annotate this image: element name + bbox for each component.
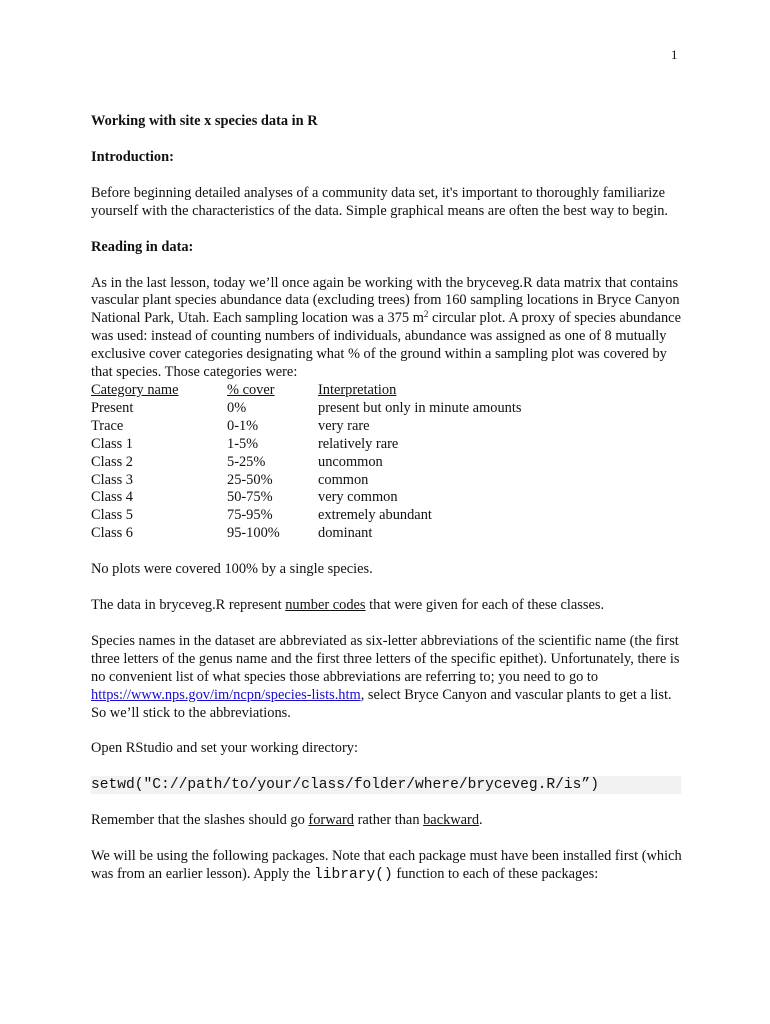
document-title: Working with site x species data in R xyxy=(91,113,318,129)
species-names-paragraph: Species names in the dataset are abbreviated as six-letter abbreviations of the scientific name (the first three letters of the genus name and the first three letters of the specific epithet). Unfortunately, there is no convenient list of what species those abbreviations are referring to; you need to go to https://www.nps.gov/im/ncpn/species-lists.htm, select Bryce Canyon and vascular plants to get a list. So we’ll stick to the abbreviations. xyxy=(91,632,680,721)
table-cell: Present xyxy=(91,399,134,416)
table-cell: extremely abundant xyxy=(318,507,432,524)
table-cell: Class 6 xyxy=(91,525,133,542)
library-function-code: library() xyxy=(314,867,393,884)
document-body xyxy=(91,113,683,885)
backward-underlined: backward xyxy=(423,812,480,829)
reading-text-2: circular plot. A proxy of species abundance was used: instead of counting numbers of individuals, abundance was assigned as one of 8 mutually exclusive cover categories designating what % of the ground within a sampling plot was covered by that species. Those categories were: xyxy=(91,310,681,381)
column-header-category: Category name xyxy=(91,381,179,398)
table-row xyxy=(91,400,521,418)
introduction-heading: Introduction: xyxy=(91,148,174,165)
no-plots-paragraph: No plots were covered 100% by a single species. xyxy=(91,561,373,578)
table-cell: dominant xyxy=(318,525,373,542)
table-cell: common xyxy=(318,471,369,488)
table-cell: 0-1% xyxy=(227,417,259,434)
table-cell: Class 1 xyxy=(91,435,133,452)
data-codes-paragraph: The data in bryceveg.R represent number codes that were given for each of these classes. xyxy=(91,597,605,614)
table-cell: Class 3 xyxy=(91,471,133,488)
packages-paragraph: We will be using the following packages. Note that each package must have been installed first (which was from an earlier lesson). Apply the library() function to each of these packages: xyxy=(91,848,682,884)
table-row xyxy=(91,418,521,436)
reading-data-paragraph xyxy=(91,275,683,382)
table-cell: present but only in minute amounts xyxy=(318,399,522,416)
column-header-cover: % cover xyxy=(227,381,275,398)
table-cell: very common xyxy=(318,489,398,506)
table-cell: very rare xyxy=(318,417,370,434)
number-codes-underlined: number codes xyxy=(285,597,366,614)
table-row xyxy=(91,489,521,507)
slashes-paragraph: Remember that the slashes should go forward rather than backward. xyxy=(91,812,483,829)
column-header-interpretation: Interpretation xyxy=(318,381,397,398)
table-header-row xyxy=(91,382,521,400)
table-row xyxy=(91,507,521,525)
table-cell: 75-95% xyxy=(227,507,273,524)
table-cell: Class 5 xyxy=(91,507,133,524)
table-cell: 0% xyxy=(227,399,247,416)
table-cell: Trace xyxy=(91,417,124,434)
table-cell: 50-75% xyxy=(227,489,273,506)
table-cell: relatively rare xyxy=(318,435,399,452)
table-cell: Class 4 xyxy=(91,489,133,506)
reading-data-heading: Reading in data: xyxy=(91,238,194,255)
table-cell: uncommon xyxy=(318,453,383,470)
nps-species-list-link[interactable]: https://www.nps.gov/im/ncpn/species-lists.htm xyxy=(91,686,361,703)
page-number: 1 xyxy=(671,47,678,62)
introduction-paragraph: Before beginning detailed analyses of a community data set, it's important to thoroughly familiarize yourself with the characteristics of the data. Simple graphical means are often the best way to begin. xyxy=(91,184,669,219)
setwd-code-block: setwd("C://path/to/your/class/folder/where/bryceveg.R/is”) xyxy=(91,776,681,794)
table-row xyxy=(91,436,521,454)
forward-underlined: forward xyxy=(308,812,354,829)
superscript-two: 2 xyxy=(423,309,429,320)
table-cell: Class 2 xyxy=(91,453,133,470)
table-row xyxy=(91,472,521,490)
cover-category-table xyxy=(91,382,521,543)
table-row xyxy=(91,454,521,472)
reading-text-1: As in the last lesson, today we’ll once again be working with the bryceveg.R data matrix that contains vascular plant species abundance data (excluding trees) from 160 sampling locations in Bryce Canyon National Park, Utah. Each sampling location was a 375 m xyxy=(91,274,680,327)
table-cell: 1-5% xyxy=(227,435,259,452)
table-cell: 25-50% xyxy=(227,471,273,488)
open-rstudio-paragraph: Open RStudio and set your working directory: xyxy=(91,740,358,757)
table-cell: 95-100% xyxy=(227,525,280,542)
table-cell: 5-25% xyxy=(227,453,266,470)
table-row xyxy=(91,525,521,543)
